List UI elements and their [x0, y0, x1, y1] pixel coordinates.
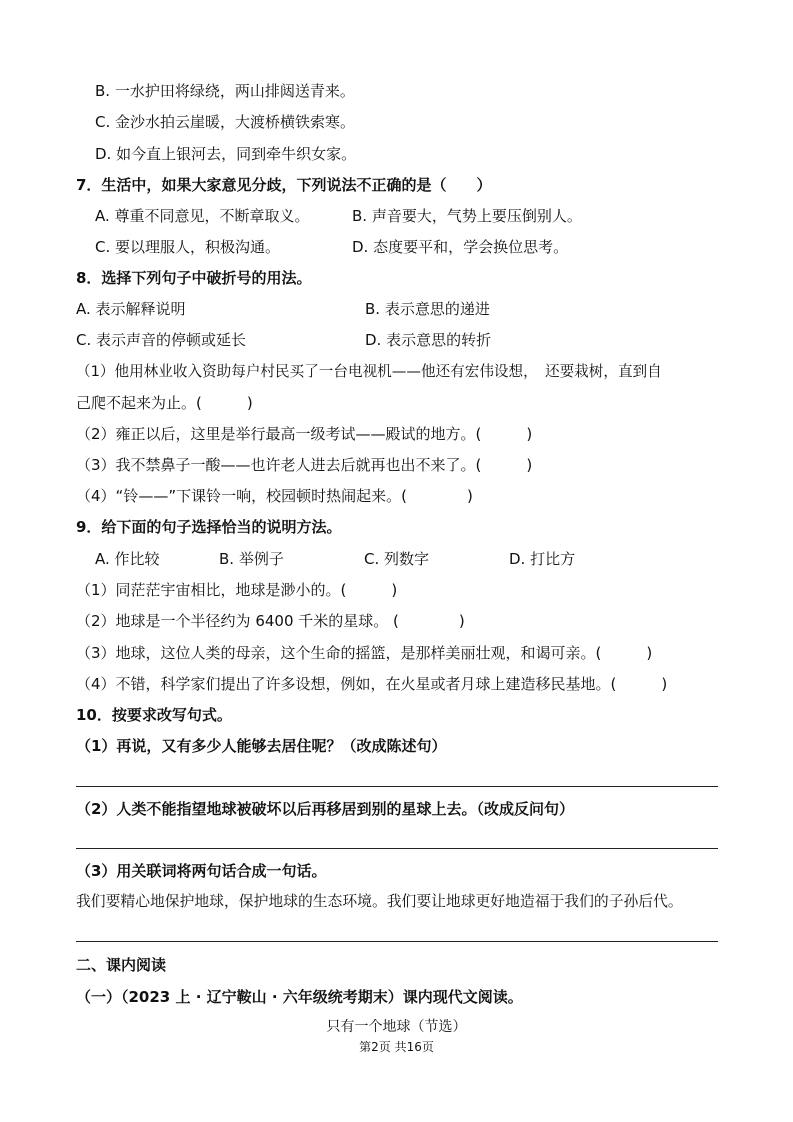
q8-option-a: A. 表示解释说明	[76, 300, 186, 318]
q7-option-b: B. 声音要大，气势上要压倒别人。	[352, 207, 582, 225]
q7-stem: 7．生活中，如果大家意见分歧，下列说法不正确的是（ ）	[76, 176, 492, 194]
q8-option-d: D. 表示意思的转折	[365, 331, 492, 349]
q7-option-a: A. 尊重不同意见，不断章取义。	[95, 207, 310, 225]
passage-title: 只有一个地球（节选）	[326, 1019, 467, 1035]
q10-part-1: （1）再说，又有多少人能够去居住呢？（改成陈述句）	[76, 737, 447, 755]
q8-sentence-2: （2）雍正以后，这里是举行最高一级考试——殿试的地方。( )	[76, 425, 533, 443]
q10-part-3: （3）用关联词将两句话合成一句话。	[76, 862, 327, 880]
q6-option-c: C. 金沙水拍云崖暖，大渡桥横铁索寒。	[95, 113, 356, 131]
page-number: 第2页 共16页	[359, 1040, 434, 1054]
q8-sentence-1-line-1: （1）他用林业收入资助每户村民买了一台电视机——他还有宏伟设想， 还要栽树，直到自	[76, 363, 662, 380]
q9-option-b: B. 举例子	[219, 550, 284, 568]
q8-stem: 8．选择下列句子中破折号的用法。	[76, 269, 312, 287]
q10-stem: 10．按要求改写句式。	[76, 706, 232, 724]
q9-option-d: D. 打比方	[509, 550, 576, 568]
answer-line-1[interactable]	[76, 786, 718, 787]
q9-option-a: A. 作比较	[95, 550, 160, 568]
q8-sentence-3: （3）我不禁鼻子一酸——也许老人进去后就再也出不来了。( )	[76, 456, 533, 474]
q9-sentence-4: （4）不错，科学家们提出了许多设想，例如，在火星或者月球上建造移民基地。( )	[76, 675, 668, 693]
q7-option-d: D. 态度要平和，学会换位思考。	[352, 238, 569, 256]
section-2-heading: 二、课内阅读	[76, 956, 167, 974]
q7-option-c: C. 要以理服人，积极沟通。	[95, 238, 281, 256]
q9-sentence-1: （1）同茫茫宇宙相比，地球是渺小的。( )	[76, 581, 398, 599]
q8-option-b: B. 表示意思的递进	[365, 300, 490, 318]
q9-stem: 9．给下面的句子选择恰当的说明方法。	[76, 518, 342, 536]
q8-sentence-4: （4）“铃——”下课铃一响，校园顿时热闹起来。( )	[76, 487, 473, 505]
q10-part-2: （2）人类不能指望地球被破坏以后再移居到别的星球上去。（改成反问句）	[76, 800, 574, 818]
q8-sentence-1-line-2: 己爬不起来为止。( )	[76, 394, 253, 412]
q6-option-d: D. 如今直上银河去，同到牵牛织女家。	[95, 145, 357, 163]
q10-part-3-text: 我们要精心地保护地球，保护地球的生态环境。我们要让地球更好地造福于我们的子孙后代。	[76, 893, 683, 910]
answer-line-3[interactable]	[76, 941, 718, 942]
q6-option-b: B. 一水护田将绿绕，两山排闼送青来。	[95, 82, 355, 100]
q9-sentence-2: （2）地球是一个半径约为 6400 千米的星球。 ( )	[76, 612, 465, 630]
section-2-subheading: （一）（2023 上 · 辽宁鞍山 · 六年级统考期末）课内现代文阅读。	[76, 988, 523, 1006]
q9-option-c: C. 列数字	[364, 550, 430, 568]
answer-line-2[interactable]	[76, 848, 718, 849]
q9-sentence-3: （3）地球，这位人类的母亲，这个生命的摇篮，是那样美丽壮观，和谒可亲。( )	[76, 644, 653, 662]
q8-option-c: C. 表示声音的停顿或延长	[76, 331, 247, 349]
